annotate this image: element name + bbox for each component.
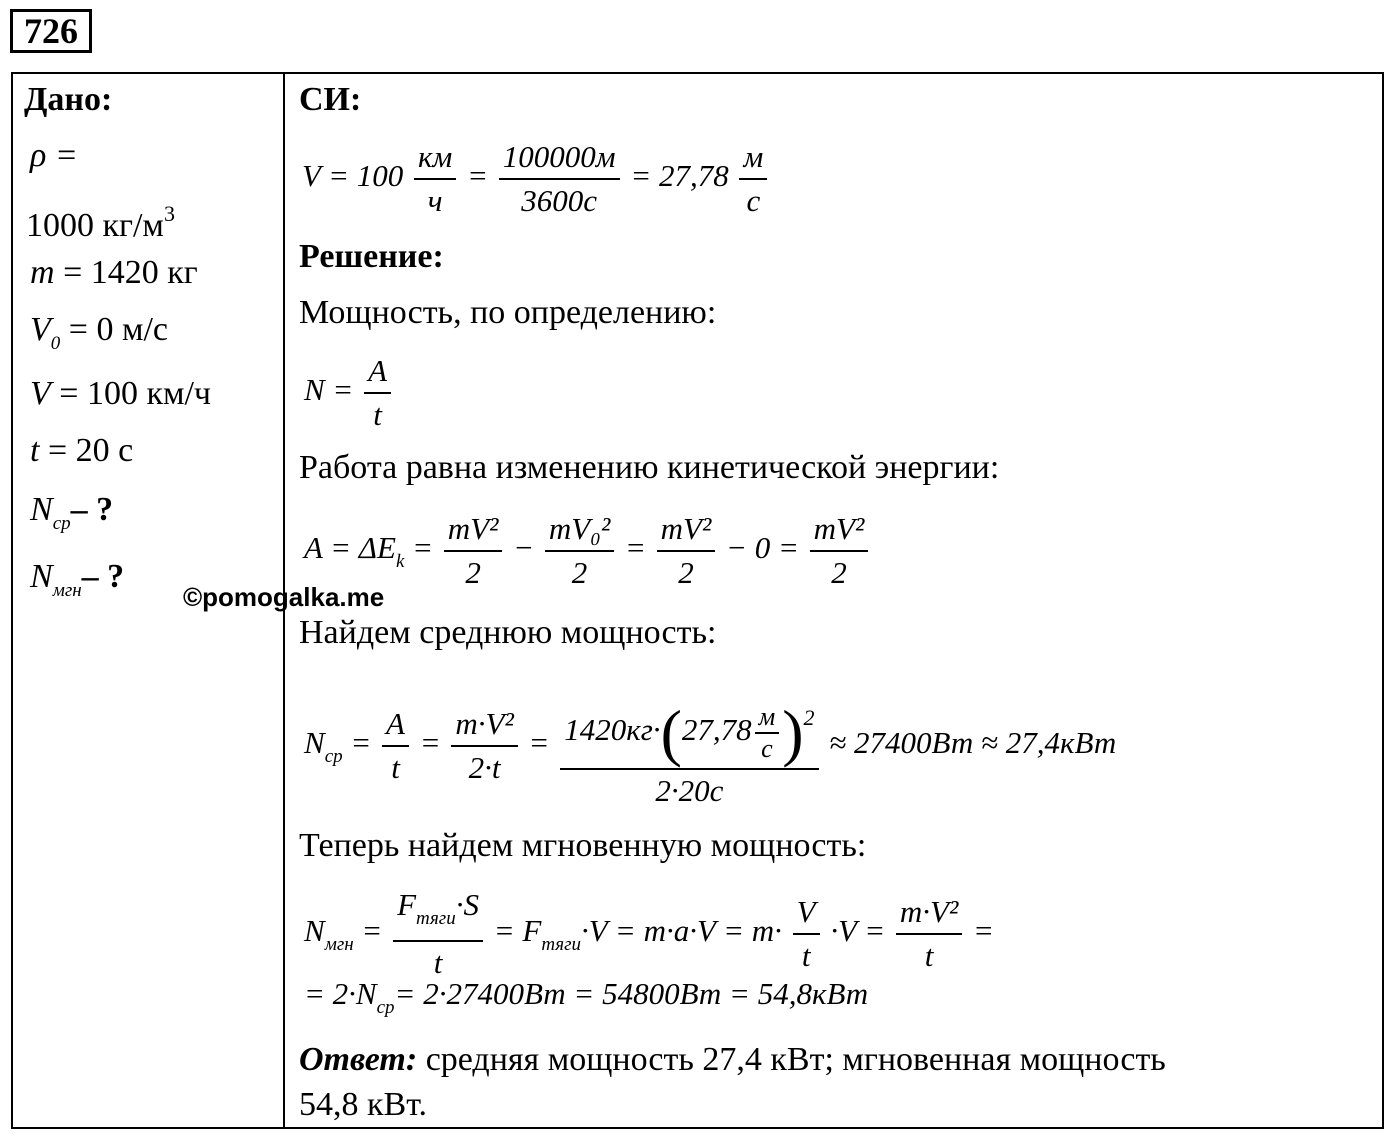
si-header: СИ:	[299, 81, 362, 118]
solution-line-1: Мощность, по определению:	[299, 294, 717, 331]
watermark: ©pomogalka.me	[183, 582, 385, 612]
formula-instant-power-result: = $2\cdot N_{ср}= 2\cdot 27400Вт = 54800Вт = 54,8кВт$	[304, 976, 869, 1018]
formula-instant-power: $N_{мгн}$ = $\frac{F_{тяги}\cdot S}{t}$ = $F_{тяги}\cdot V = m\cdot a\cdot V = m\cdot$ $\frac{V}{t}$ ·V = $\frac{\text{m·V²}}{t}$ =	[304, 884, 994, 984]
given-speed: V = 100 км/ч	[30, 375, 212, 412]
solution-line-2: Работа равна изменению кинетической энергии:	[299, 449, 1000, 486]
problem-number: 726	[10, 9, 92, 53]
given-unknown-avg-power: $N_{ср}-$ ?	[30, 491, 114, 534]
formula-average-power: $N_{ср}$ = $\frac{A}{t}$ = $\frac{\text{m·V²}}{2\cdot t}$ = 1420кг·(27,78 $\frac{м}{с}$ )$^2$ 2·20с ≈ 27400Вт ≈ 27,4кВт	[304, 680, 1116, 812]
answer-line-1: Ответ: средняя мощность 27,4 кВт; мгновенная мощность	[299, 1041, 1166, 1078]
si-speed-conversion: V = 100 $\frac{км}{ч}$ = $\frac{100000м}{3600с}$ = 27,78 $\frac{м}{с}$	[302, 136, 770, 222]
given-mass: m = 1420 кг	[30, 254, 198, 291]
given-rho: ρ =	[30, 137, 78, 174]
solution-header: Решение:	[299, 238, 444, 275]
given-unknown-inst-power: $N_{мгн}-$ ?	[30, 558, 125, 601]
given-header: Дано:	[24, 81, 113, 118]
formula-work-energy: $A = \Delta E_k$ = $\frac{\text{mV²}}{2}$ − $\frac{\text{mV₀²}}{2}$ = $\frac{\text{mV²}}{2}$ − 0 = $\frac{\text{mV²}}{2}$	[304, 508, 871, 594]
solution-line-4: Теперь найдем мгновенную мощность:	[299, 827, 867, 864]
formula-power-definition: N = $\frac{A}{t}$	[304, 350, 394, 436]
solution-line-3: Найдем среднюю мощность:	[299, 614, 717, 651]
given-initial-speed: $V_0 = 0$ м/с	[30, 311, 169, 354]
given-rho-value: 1000 $кг/м^3$	[26, 201, 175, 244]
given-time: t = 20 с	[30, 432, 134, 469]
answer-line-2: 54,8 кВт.	[299, 1086, 427, 1123]
